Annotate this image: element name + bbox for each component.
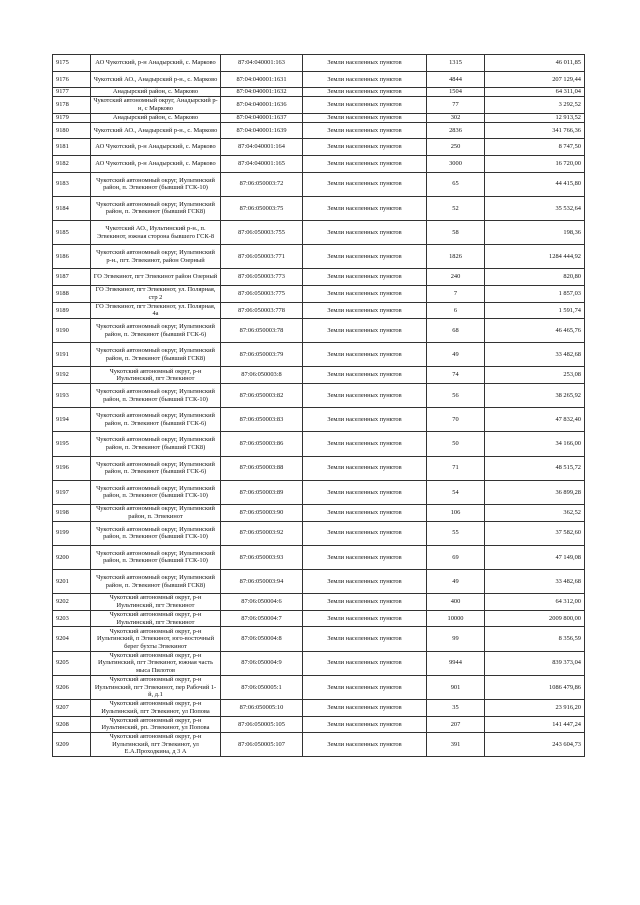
land-category-cell: Земли населенных пунктов	[303, 545, 427, 569]
table-row	[53, 651, 585, 675]
document-page	[52, 54, 584, 757]
address-cell: Чукотский автономный округ, р-н Иультинский, пгт Эгвекинот, ул Попова	[91, 699, 221, 716]
land-category-cell: Земли населенных пунктов	[303, 88, 427, 97]
land-category-cell: Земли населенных пунктов	[303, 716, 427, 733]
area-cell: 240	[427, 269, 485, 286]
row-number: 9184	[53, 196, 91, 220]
table-body	[53, 55, 585, 757]
row-number: 9192	[53, 367, 91, 384]
row-number: 9207	[53, 699, 91, 716]
cadastral-number-cell: 87:06:050005:10	[221, 699, 303, 716]
address-cell: Чукотский автономный округ, р-н Иультинский, пгт Эгвекинот	[91, 594, 221, 611]
table-row	[53, 733, 585, 757]
land-category-cell: Земли населенных пунктов	[303, 172, 427, 196]
cadastral-number-cell: 87:06:050003:771	[221, 245, 303, 269]
address-cell: Чукотский автономный округ, Анадырский р-н, с Марково	[91, 97, 221, 114]
table-row	[53, 432, 585, 456]
cadastral-number-cell: 87:04:040001:165	[221, 155, 303, 172]
table-row	[53, 155, 585, 172]
address-cell: Чукотский автономный округ, р-н Иультинский, пгт Эгвекинот, южная часть мыса Пилотов	[91, 651, 221, 675]
address-cell: Чукотский автономный округ, р-н Иультинский, пгт Эгвекинот, пер Рабочий 1-й, д.1	[91, 675, 221, 699]
land-category-cell: Земли населенных пунктов	[303, 122, 427, 139]
cadastral-value-cell: 207 129,44	[485, 71, 585, 88]
table-row	[53, 408, 585, 432]
address-cell: Чукотский автономный округ, Иультинский район, п. Эгвекинот (бывший ГСК8)	[91, 432, 221, 456]
cadastral-value-cell: 48 515,72	[485, 456, 585, 480]
area-cell: 77	[427, 97, 485, 114]
area-cell: 3000	[427, 155, 485, 172]
row-number: 9175	[53, 55, 91, 72]
address-cell: Чукотский автономный округ, р-н Иультинский, п Эгвекинот, юго-восточный берег бухты Эгвекинот	[91, 627, 221, 651]
area-cell: 391	[427, 733, 485, 757]
table-row	[53, 480, 585, 504]
area-cell: 4844	[427, 71, 485, 88]
cadastral-number-cell: 87:06:050003:89	[221, 480, 303, 504]
address-cell: Анадырский район, с. Марково	[91, 113, 221, 122]
row-number: 9198	[53, 505, 91, 522]
cadastral-value-cell: 36 899,28	[485, 480, 585, 504]
table-row	[53, 122, 585, 139]
land-category-cell: Земли населенных пунктов	[303, 269, 427, 286]
table-row	[53, 343, 585, 367]
cadastral-value-cell: 1 857,03	[485, 285, 585, 302]
cadastral-number-cell: 87:06:050003:72	[221, 172, 303, 196]
land-category-cell: Земли населенных пунктов	[303, 245, 427, 269]
address-cell: Чукотский автономный округ, р-н Иультинский, рп. Эгвекинот, ул Попова	[91, 716, 221, 733]
area-cell: 50	[427, 432, 485, 456]
address-cell: Чукотский автономный округ, Иультинский район, п. Эгвекинот (бывший ГСК8)	[91, 569, 221, 593]
cadastral-number-cell: 87:04:040001:1636	[221, 97, 303, 114]
table-row	[53, 245, 585, 269]
land-category-cell: Земли населенных пунктов	[303, 408, 427, 432]
address-cell: Чукотский автономный округ, Иультинский район, п. Эгвекинот (бывший ГСК-6)	[91, 408, 221, 432]
table-row	[53, 196, 585, 220]
address-cell: Чукотский АО., Иультинский р-н., п. Эгвекинот, южная сторона бывшего ГСК-8	[91, 220, 221, 244]
cadastral-value-cell: 1 591,74	[485, 302, 585, 319]
cadastral-value-cell: 820,80	[485, 269, 585, 286]
cadastral-number-cell: 87:06:050003:75	[221, 196, 303, 220]
cadastral-number-cell: 87:06:050003:83	[221, 408, 303, 432]
address-cell: Чукотский автономный округ, Иультинский район, п. Эгвекинот (бывший ГСК8)	[91, 196, 221, 220]
area-cell: 7	[427, 285, 485, 302]
cadastral-number-cell: 87:06:050003:775	[221, 285, 303, 302]
land-category-cell: Земли населенных пунктов	[303, 113, 427, 122]
table-row	[53, 113, 585, 122]
table-row	[53, 521, 585, 545]
land-category-cell: Земли населенных пунктов	[303, 733, 427, 757]
table-row	[53, 97, 585, 114]
cadastral-value-cell: 362,52	[485, 505, 585, 522]
land-category-cell: Земли населенных пунктов	[303, 699, 427, 716]
land-plots-table	[52, 54, 585, 757]
area-cell: 302	[427, 113, 485, 122]
table-row	[53, 285, 585, 302]
area-cell: 71	[427, 456, 485, 480]
land-category-cell: Земли населенных пунктов	[303, 521, 427, 545]
cadastral-number-cell: 87:06:050003:755	[221, 220, 303, 244]
row-number: 9176	[53, 71, 91, 88]
row-number: 9204	[53, 627, 91, 651]
row-number: 9191	[53, 343, 91, 367]
table-row	[53, 384, 585, 408]
row-number: 9187	[53, 269, 91, 286]
address-cell: Чукотский автономный округ, Иультинский район, п. Эгвекинот (бывший ГСК-10)	[91, 384, 221, 408]
row-number: 9193	[53, 384, 91, 408]
area-cell: 70	[427, 408, 485, 432]
row-number: 9186	[53, 245, 91, 269]
area-cell: 49	[427, 569, 485, 593]
row-number: 9195	[53, 432, 91, 456]
cadastral-number-cell: 87:06:050003:94	[221, 569, 303, 593]
area-cell: 250	[427, 139, 485, 156]
cadastral-number-cell: 87:04:040001:163	[221, 55, 303, 72]
cadastral-value-cell: 8 356,59	[485, 627, 585, 651]
table-row	[53, 699, 585, 716]
address-cell: Чукотский автономный округ, Иультинский район, п. Эгвекинот (бывший ГСК-10)	[91, 172, 221, 196]
address-cell: Чукотский автономный округ, Иультинский район, п. Эгвекинот (бывший ГСК-6)	[91, 319, 221, 343]
land-category-cell: Земли населенных пунктов	[303, 367, 427, 384]
cadastral-number-cell: 87:06:050003:79	[221, 343, 303, 367]
land-category-cell: Земли населенных пунктов	[303, 432, 427, 456]
address-cell: ГО Эгвекинот, пгт Эгвекинот район Озерный	[91, 269, 221, 286]
cadastral-value-cell: 38 265,92	[485, 384, 585, 408]
cadastral-value-cell: 33 482,68	[485, 569, 585, 593]
area-cell: 49	[427, 343, 485, 367]
land-category-cell: Земли населенных пунктов	[303, 155, 427, 172]
cadastral-value-cell: 46 011,85	[485, 55, 585, 72]
row-number: 9179	[53, 113, 91, 122]
row-number: 9206	[53, 675, 91, 699]
address-cell: Чукотский автономный округ, Иультинский район, п. Эгвекинот (бывший ГСК-10)	[91, 545, 221, 569]
area-cell: 52	[427, 196, 485, 220]
table-row	[53, 610, 585, 627]
cadastral-value-cell: 253,08	[485, 367, 585, 384]
address-cell: АО Чукотский, р-н Анадырский, с. Марково	[91, 139, 221, 156]
area-cell: 55	[427, 521, 485, 545]
row-number: 9190	[53, 319, 91, 343]
cadastral-number-cell: 87:04:040001:1631	[221, 71, 303, 88]
cadastral-number-cell: 87:06:050003:8	[221, 367, 303, 384]
land-category-cell: Земли населенных пунктов	[303, 220, 427, 244]
table-row	[53, 220, 585, 244]
area-cell: 65	[427, 172, 485, 196]
land-category-cell: Земли населенных пунктов	[303, 139, 427, 156]
cadastral-value-cell: 64 311,04	[485, 88, 585, 97]
area-cell: 1315	[427, 55, 485, 72]
land-category-cell: Земли населенных пунктов	[303, 456, 427, 480]
table-row	[53, 627, 585, 651]
row-number: 9188	[53, 285, 91, 302]
land-category-cell: Земли населенных пунктов	[303, 627, 427, 651]
table-row	[53, 545, 585, 569]
cadastral-number-cell: 87:06:050003:778	[221, 302, 303, 319]
cadastral-number-cell: 87:04:040001:164	[221, 139, 303, 156]
cadastral-number-cell: 87:06:050005:1	[221, 675, 303, 699]
row-number: 9177	[53, 88, 91, 97]
area-cell: 35	[427, 699, 485, 716]
cadastral-value-cell: 243 604,73	[485, 733, 585, 757]
address-cell: Чукотский автономный округ, Иультинский район, п. Эгвекинот	[91, 505, 221, 522]
cadastral-value-cell: 64 312,00	[485, 594, 585, 611]
land-category-cell: Земли населенных пунктов	[303, 319, 427, 343]
cadastral-number-cell: 87:06:050003:82	[221, 384, 303, 408]
cadastral-value-cell: 1086 479,86	[485, 675, 585, 699]
row-number: 9185	[53, 220, 91, 244]
cadastral-value-cell: 8 747,50	[485, 139, 585, 156]
table-row	[53, 172, 585, 196]
cadastral-value-cell: 198,36	[485, 220, 585, 244]
cadastral-value-cell: 34 166,00	[485, 432, 585, 456]
row-number: 9194	[53, 408, 91, 432]
cadastral-value-cell: 37 582,60	[485, 521, 585, 545]
land-category-cell: Земли населенных пунктов	[303, 285, 427, 302]
row-number: 9209	[53, 733, 91, 757]
table-row	[53, 716, 585, 733]
land-category-cell: Земли населенных пунктов	[303, 302, 427, 319]
cadastral-value-cell: 23 916,20	[485, 699, 585, 716]
table-row	[53, 675, 585, 699]
address-cell: Чукотский АО., Анадырский р-н., с. Марково	[91, 122, 221, 139]
cadastral-value-cell: 2009 800,00	[485, 610, 585, 627]
land-category-cell: Земли населенных пунктов	[303, 343, 427, 367]
area-cell: 74	[427, 367, 485, 384]
row-number: 9201	[53, 569, 91, 593]
address-cell: Чукотский автономный округ, Иультинский район, п. Эгвекинот (бывший ГСК-10)	[91, 521, 221, 545]
cadastral-value-cell: 341 766,36	[485, 122, 585, 139]
area-cell: 1504	[427, 88, 485, 97]
cadastral-value-cell: 3 292,52	[485, 97, 585, 114]
land-category-cell: Земли населенных пунктов	[303, 384, 427, 408]
address-cell: Чукотский автономный округ, р-н Иультинский, пгт Эгвекинот	[91, 610, 221, 627]
address-cell: АО Чукотский, р-н Анадырский, с. Марково	[91, 155, 221, 172]
cadastral-value-cell: 33 482,68	[485, 343, 585, 367]
cadastral-number-cell: 87:04:040001:1639	[221, 122, 303, 139]
address-cell: Чукотский автономный округ, Иультинский р-н., пгт. Эгвекинот, район Озерный	[91, 245, 221, 269]
area-cell: 69	[427, 545, 485, 569]
address-cell: Чукотский автономный округ, р-н Иультинский, пгт Эгвекинот	[91, 367, 221, 384]
land-category-cell: Земли населенных пунктов	[303, 97, 427, 114]
cadastral-value-cell: 44 415,80	[485, 172, 585, 196]
land-category-cell: Земли населенных пунктов	[303, 675, 427, 699]
row-number: 9196	[53, 456, 91, 480]
row-number: 9189	[53, 302, 91, 319]
table-row	[53, 88, 585, 97]
row-number: 9200	[53, 545, 91, 569]
table-row	[53, 505, 585, 522]
cadastral-number-cell: 87:04:040001:1632	[221, 88, 303, 97]
area-cell: 68	[427, 319, 485, 343]
cadastral-number-cell: 87:06:050003:78	[221, 319, 303, 343]
cadastral-value-cell: 1284 444,92	[485, 245, 585, 269]
area-cell: 106	[427, 505, 485, 522]
cadastral-value-cell: 141 447,24	[485, 716, 585, 733]
address-cell: Чукотский автономный округ, Иультинский район, п. Эгвекинот (бывший ГСК-6)	[91, 456, 221, 480]
cadastral-number-cell: 87:06:050004:8	[221, 627, 303, 651]
address-cell: АО Чукотский, р-н Анадырский, с. Марково	[91, 55, 221, 72]
table-row	[53, 139, 585, 156]
cadastral-value-cell: 47 149,08	[485, 545, 585, 569]
area-cell: 2836	[427, 122, 485, 139]
area-cell: 10000	[427, 610, 485, 627]
address-cell: Чукотский автономный округ, Иультинский район, п. Эгвекинот (бывший ГСК8)	[91, 343, 221, 367]
cadastral-number-cell: 87:06:050003:86	[221, 432, 303, 456]
cadastral-number-cell: 87:06:050003:88	[221, 456, 303, 480]
table-row	[53, 456, 585, 480]
land-category-cell: Земли населенных пунктов	[303, 196, 427, 220]
row-number: 9180	[53, 122, 91, 139]
row-number: 9181	[53, 139, 91, 156]
cadastral-number-cell: 87:06:050004:7	[221, 610, 303, 627]
cadastral-number-cell: 87:06:050003:90	[221, 505, 303, 522]
cadastral-number-cell: 87:06:050005:107	[221, 733, 303, 757]
area-cell: 58	[427, 220, 485, 244]
address-cell: ГО Эгвекинот, пгт Эгвекинот, ул. Полярная, 4а	[91, 302, 221, 319]
cadastral-number-cell: 87:06:050003:773	[221, 269, 303, 286]
address-cell: Чукотский автономный округ, р-н Иультинский, пгт Эгвекинот, ул Е.А.Проходкина, д 3 А	[91, 733, 221, 757]
row-number: 9199	[53, 521, 91, 545]
row-number: 9203	[53, 610, 91, 627]
area-cell: 54	[427, 480, 485, 504]
table-row	[53, 71, 585, 88]
table-row	[53, 367, 585, 384]
table-row	[53, 319, 585, 343]
cadastral-value-cell: 47 832,40	[485, 408, 585, 432]
area-cell: 6	[427, 302, 485, 319]
row-number: 9208	[53, 716, 91, 733]
table-row	[53, 302, 585, 319]
row-number: 9178	[53, 97, 91, 114]
area-cell: 9944	[427, 651, 485, 675]
table-row	[53, 269, 585, 286]
land-category-cell: Земли населенных пунктов	[303, 569, 427, 593]
address-cell: Чукотский автономный округ, Иультинский район, п. Эгвекинот (бывший ГСК-10)	[91, 480, 221, 504]
cadastral-number-cell: 87:04:040001:1637	[221, 113, 303, 122]
cadastral-value-cell: 12 913,52	[485, 113, 585, 122]
address-cell: Чукотский АО., Анадырский р-н., с. Марково	[91, 71, 221, 88]
area-cell: 99	[427, 627, 485, 651]
cadastral-value-cell: 46 465,76	[485, 319, 585, 343]
land-category-cell: Земли населенных пунктов	[303, 594, 427, 611]
area-cell: 1826	[427, 245, 485, 269]
land-category-cell: Земли населенных пунктов	[303, 480, 427, 504]
table-row	[53, 569, 585, 593]
land-category-cell: Земли населенных пунктов	[303, 71, 427, 88]
row-number: 9182	[53, 155, 91, 172]
cadastral-number-cell: 87:06:050004:9	[221, 651, 303, 675]
cadastral-value-cell: 839 373,04	[485, 651, 585, 675]
land-category-cell: Земли населенных пунктов	[303, 610, 427, 627]
area-cell: 901	[427, 675, 485, 699]
address-cell: ГО Эгвекинот, пгт Эгвекинот, ул. Полярная, стр 2	[91, 285, 221, 302]
area-cell: 56	[427, 384, 485, 408]
cadastral-number-cell: 87:06:050004:6	[221, 594, 303, 611]
address-cell: Анадырский район, с. Марково	[91, 88, 221, 97]
row-number: 9202	[53, 594, 91, 611]
cadastral-value-cell: 16 720,00	[485, 155, 585, 172]
cadastral-value-cell: 35 532,64	[485, 196, 585, 220]
table-row	[53, 594, 585, 611]
table-row	[53, 55, 585, 72]
area-cell: 207	[427, 716, 485, 733]
area-cell: 400	[427, 594, 485, 611]
land-category-cell: Земли населенных пунктов	[303, 55, 427, 72]
row-number: 9205	[53, 651, 91, 675]
row-number: 9183	[53, 172, 91, 196]
cadastral-number-cell: 87:06:050003:92	[221, 521, 303, 545]
row-number: 9197	[53, 480, 91, 504]
land-category-cell: Земли населенных пунктов	[303, 651, 427, 675]
cadastral-number-cell: 87:06:050003:93	[221, 545, 303, 569]
land-category-cell: Земли населенных пунктов	[303, 505, 427, 522]
cadastral-number-cell: 87:06:050005:105	[221, 716, 303, 733]
